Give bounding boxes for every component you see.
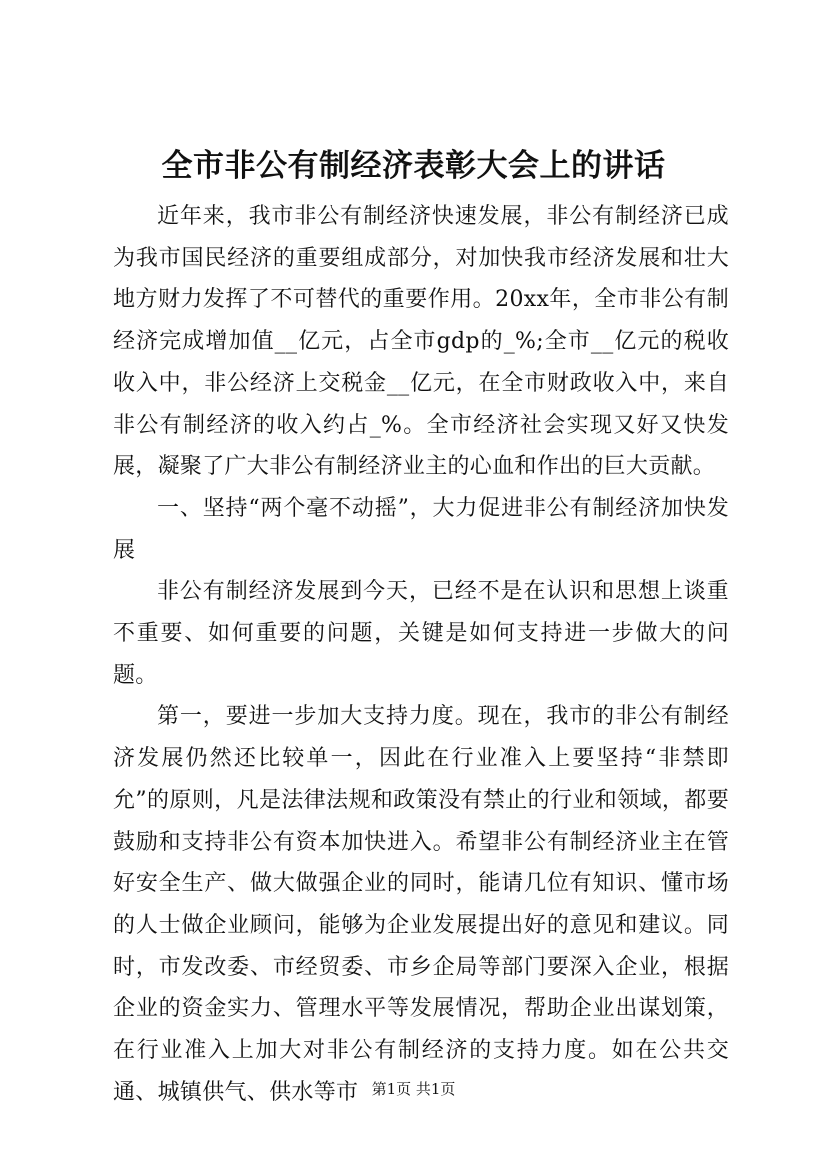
document-title: 全市非公有制经济表彰大会上的讲话 [161,148,666,184]
section-heading-1: 一、坚持“两个毫不动摇”，大力促进非公有制经济加快发展 [113,495,729,563]
paragraph-intro: 近年来，我市非公有制经济快速发展，非公有制经济已成为我市国民经济的重要组成部分，对加快我市经济发展和壮大地方财力发挥了不可替代的重要作用。20xx年，全市非公有制经济完成增加值__亿元，占全市gdp的_%;全市__亿元的税收收入中，非公经济上交税金__亿元，在全市财政收入中，来自非公有制经济的收入约占_%。全市经济社会实现又好又快发展，凝聚了广大非公有制经济业主的心血和作出的巨大贡献。 [113,204,729,480]
document-body [113,196,729,1113]
paragraph-2: 第一，要进一步加大支持力度。现在，我市的非公有制经济发展仍然还比较单一，因此在行业准入上要坚持“非禁即允”的原则，凡是法律法规和政策没有禁止的行业和领域，都要鼓励和支持非公有资本加快进入。希望非公有制经济业主在管好安全生产、做大做强企业的同时，能请几位有知识、懂市场的人士做企业顾问，能够为企业发展提出好的意见和建议。同时，市发改委、市经贸委、市乡企局等部门要深入企业，根据企业的资金实力、管理水平等发展情况，帮助企业出谋划策，在行业准入上加大对非公有制经济的支持力度。如在公共交通、城镇供气、供水等市 [113,704,729,1105]
paragraph-1: 非公有制经济发展到今天，已经不是在认识和思想上谈重不重要、如何重要的问题，关键是如何支持进一步做大的问题。 [113,579,729,688]
page-footer: 第1页 共1页 [371,1080,456,1098]
